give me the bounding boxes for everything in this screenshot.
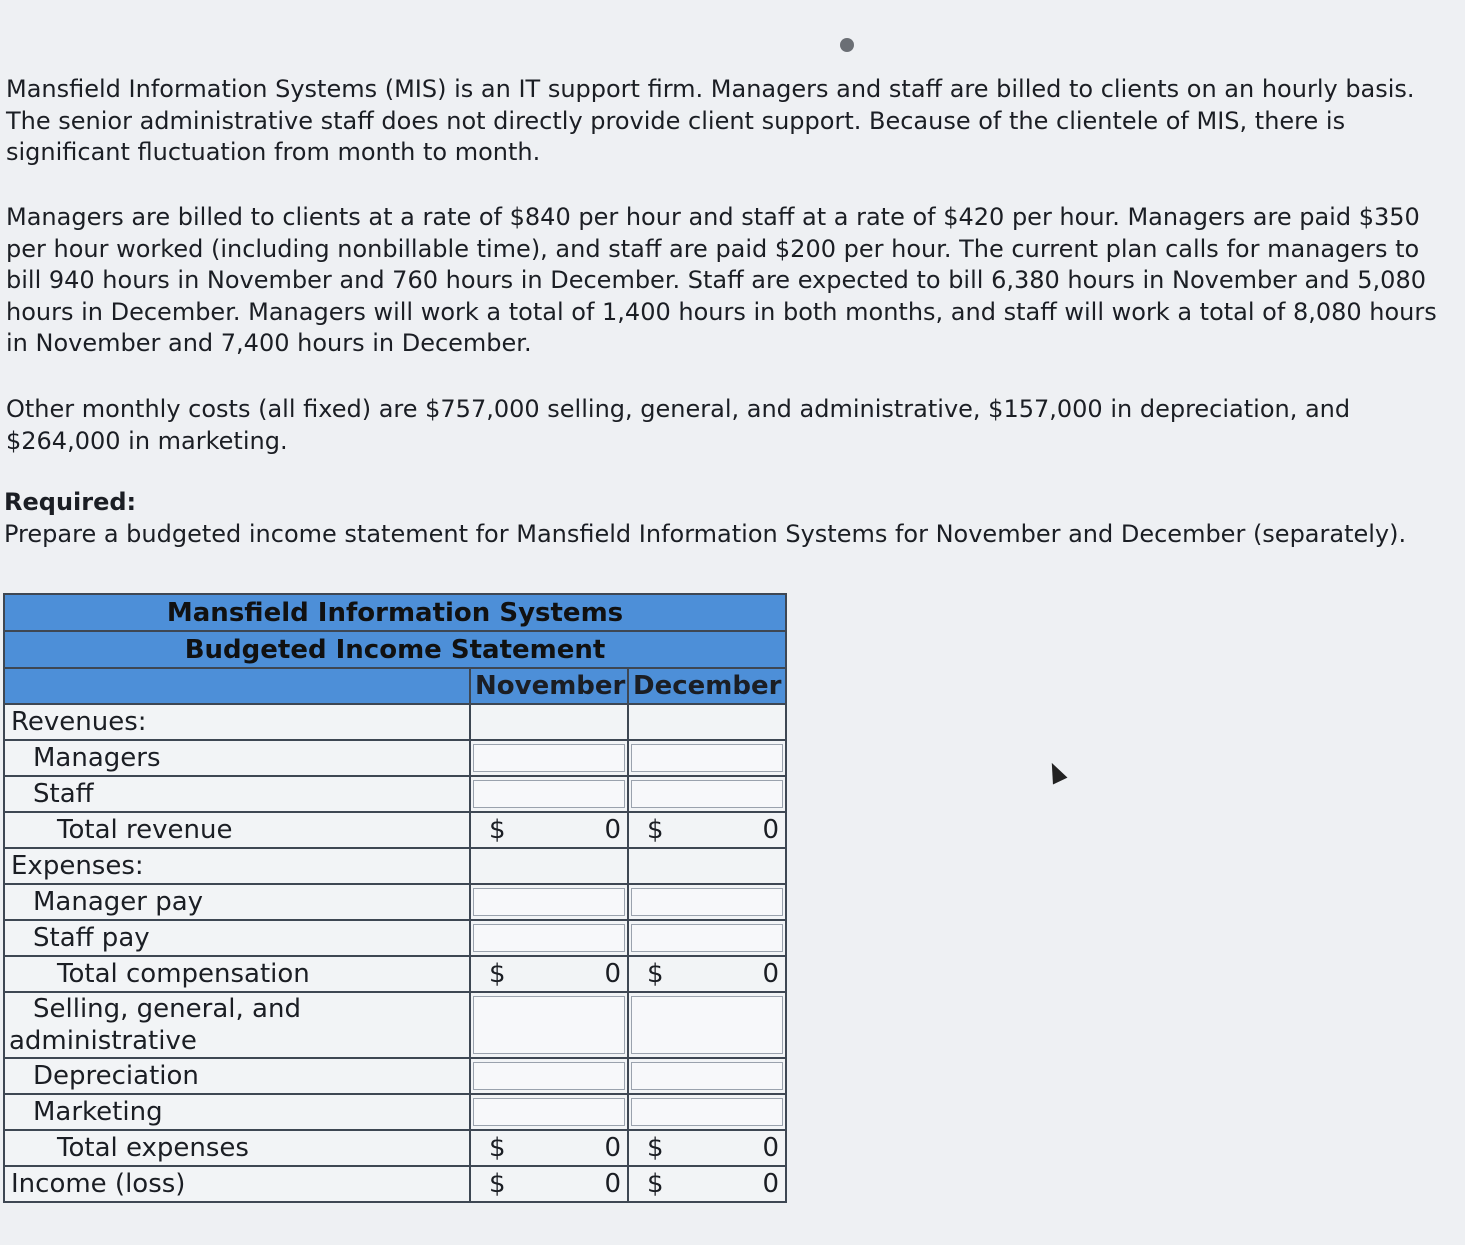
statement-subtitle: Budgeted Income Statement — [4, 631, 786, 668]
marketing-label: Marketing — [4, 1094, 470, 1130]
total-compensation-label: Total compensation — [4, 956, 470, 992]
revenues-label: Revenues: — [4, 704, 470, 740]
statement-title: Mansfield Information Systems — [4, 594, 786, 631]
sga-dec-input[interactable] — [628, 992, 786, 1058]
total-revenue-dec — [628, 812, 786, 848]
manager-pay-label: Manager pay — [4, 884, 470, 920]
currency-symbol: $ — [647, 1133, 664, 1163]
revenues-dec-blank — [628, 704, 786, 740]
total-revenue-dec-value: 0 — [762, 815, 780, 845]
sga-label — [4, 992, 470, 1058]
currency-symbol: $ — [647, 959, 664, 989]
currency-symbol: $ — [489, 1133, 506, 1163]
managers-revenue-label: Managers — [4, 740, 470, 776]
expenses-nov-blank — [470, 848, 628, 884]
currency-symbol: $ — [489, 815, 506, 845]
problem-paragraph-3: Other monthly costs (all fixed) are $757,000 selling, general, and administrative, $157,000 in depreciation, and $264,000 in marketing. — [6, 395, 1351, 455]
staff-revenue-dec-input[interactable] — [628, 776, 786, 812]
depreciation-label: Depreciation — [4, 1058, 470, 1094]
currency-symbol: $ — [647, 815, 664, 845]
expenses-dec-blank — [628, 848, 786, 884]
total-compensation-nov-value: 0 — [604, 959, 621, 989]
column-november: November — [470, 668, 628, 704]
required-heading: Required: — [4, 488, 137, 516]
header-blank — [4, 668, 470, 704]
total-revenue-label: Total revenue — [4, 812, 470, 848]
currency-symbol: $ — [489, 1169, 506, 1199]
total-compensation-dec-value: 0 — [762, 959, 780, 989]
column-december: December — [628, 668, 786, 704]
marketing-nov-input[interactable] — [470, 1094, 628, 1130]
currency-symbol: $ — [647, 1169, 664, 1199]
income-dec-value: 0 — [762, 1169, 780, 1199]
total-expenses-dec — [628, 1130, 786, 1166]
required-text: Prepare a budgeted income statement for Mansfield Information Systems for November and December (separately). — [4, 520, 1407, 548]
managers-revenue-nov-input[interactable] — [470, 740, 628, 776]
total-compensation-dec — [628, 956, 786, 992]
total-expenses-nov — [470, 1130, 628, 1166]
marketing-dec-input[interactable] — [628, 1094, 786, 1130]
manager-pay-nov-input[interactable] — [470, 884, 628, 920]
staff-pay-dec-input[interactable] — [628, 920, 786, 956]
depreciation-dec-input[interactable] — [628, 1058, 786, 1094]
income-nov-value: 0 — [604, 1169, 621, 1199]
decorative-dot — [840, 38, 854, 52]
total-expenses-label: Total expenses — [4, 1130, 470, 1166]
sga-nov-input[interactable] — [470, 992, 628, 1058]
total-expenses-dec-value: 0 — [762, 1133, 780, 1163]
total-revenue-nov-value: 0 — [604, 815, 621, 845]
depreciation-nov-input[interactable] — [470, 1058, 628, 1094]
total-revenue-nov — [470, 812, 628, 848]
problem-paragraph-2: Managers are billed to clients at a rate of $840 per hour and staff at a rate of $420 per hour. Managers are paid $350 per hour worked (including nonbillable time), and staff are paid $200 per hour. The current plan calls for managers to bill 940 hours in November and 760 hours in December. Staff are expected to bill 6,380 hours in November and 5,080 hours in December. Managers will work a total of 1,400 hours in both months, and staff will work a total of 8,080 hours in November and 7,400 hours in December. — [6, 203, 1437, 357]
income-nov — [470, 1166, 628, 1202]
staff-revenue-label: Staff — [4, 776, 470, 812]
managers-revenue-dec-input[interactable] — [628, 740, 786, 776]
currency-symbol: $ — [489, 959, 506, 989]
income-dec — [628, 1166, 786, 1202]
staff-revenue-nov-input[interactable] — [470, 776, 628, 812]
manager-pay-dec-input[interactable] — [628, 884, 786, 920]
total-compensation-nov — [470, 956, 628, 992]
mouse-cursor-icon — [1045, 760, 1068, 785]
sga-label-text: Selling, general, and administrative — [9, 994, 301, 1056]
income-label: Income (loss) — [4, 1166, 470, 1202]
staff-pay-nov-input[interactable] — [470, 920, 628, 956]
problem-paragraph-1: Mansfield Information Systems (MIS) is an IT support firm. Managers and staff are billed to clients on an hourly basis. The senior administrative staff does not directly provide client support. Because of the clientele of MIS, there is significant fluctuation from month to month. — [6, 75, 1415, 166]
total-expenses-nov-value: 0 — [604, 1133, 621, 1163]
revenues-nov-blank — [470, 704, 628, 740]
expenses-label: Expenses: — [4, 848, 470, 884]
staff-pay-label: Staff pay — [4, 920, 470, 956]
income-statement-table — [3, 593, 787, 1203]
